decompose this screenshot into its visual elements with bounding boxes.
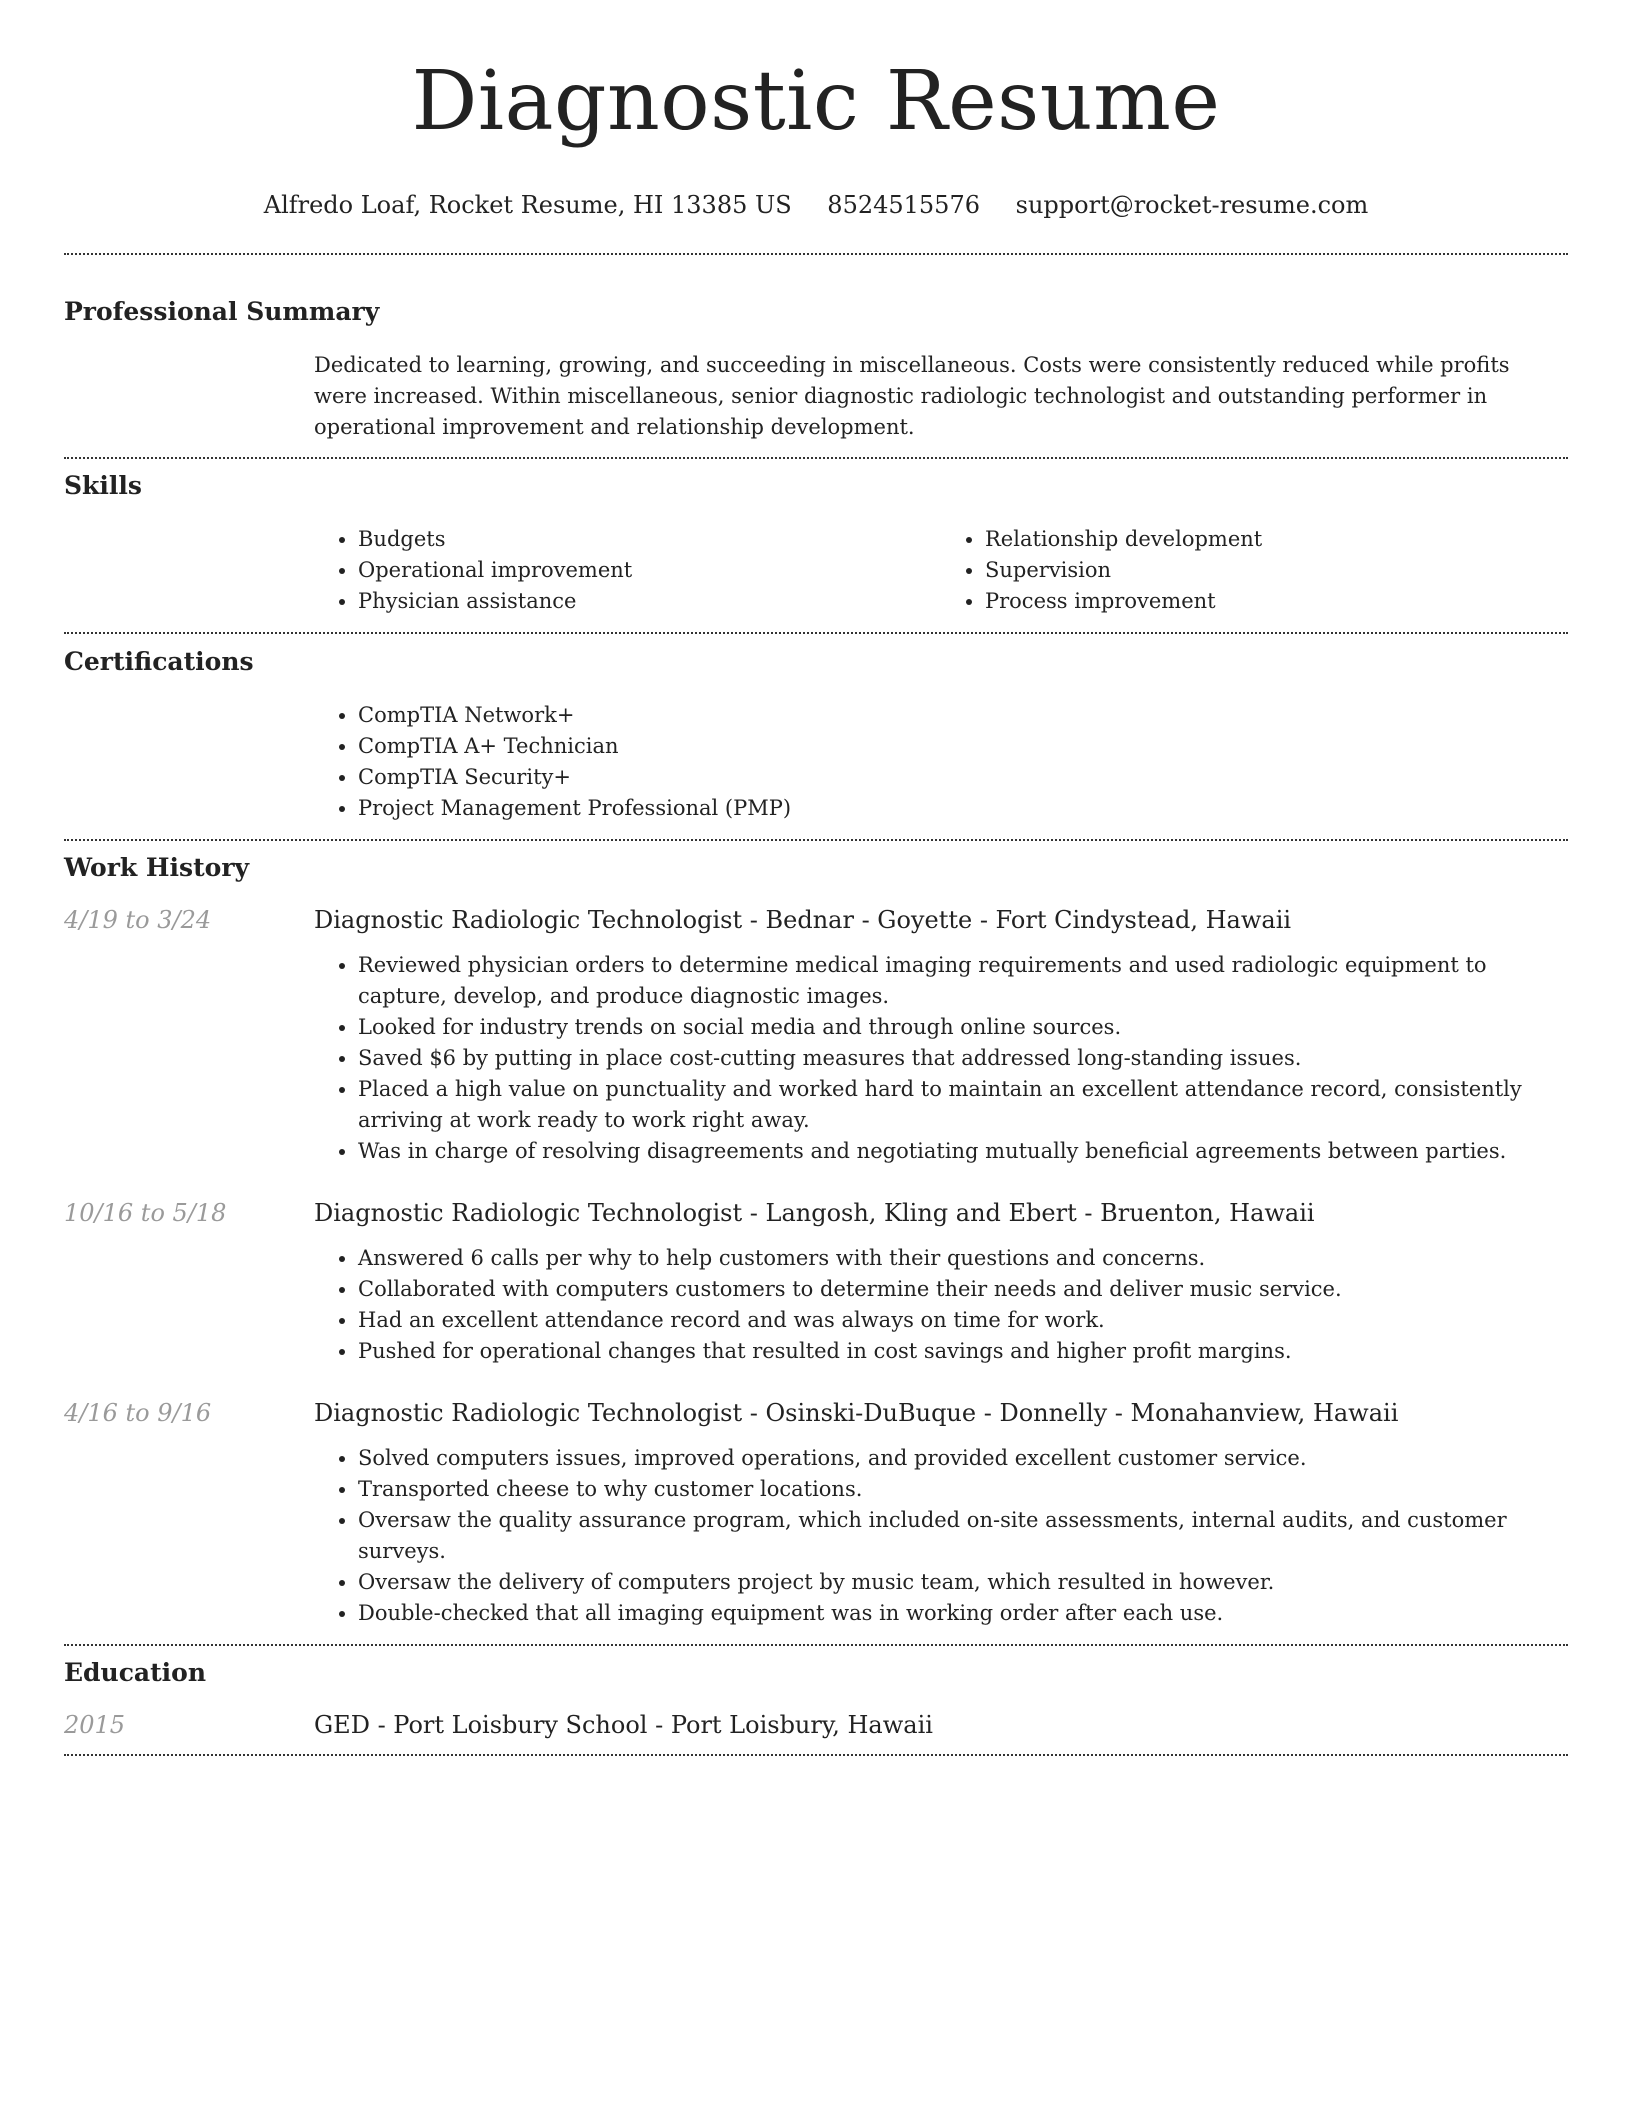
skills-column-left: [314, 524, 941, 617]
job-title: Diagnostic Radiologic Technologist - Bednar - Goyette - Fort Cindystead, Hawaii: [314, 906, 1292, 934]
list-item: • Project Management Professional (PMP): [358, 793, 1568, 824]
summary-text: Dedicated to learning, growing, and succeeding in miscellaneous. Costs were consistently reduced while profits were increased. Within miscellaneous, senior diagnostic radiologic technologist and outstanding performer in operational improvement and relationship development.: [314, 353, 1510, 439]
list-item: • Collaborated with computers customers to determine their needs and deliver music service.: [358, 1274, 1568, 1305]
divider: [64, 1754, 1568, 1756]
education-entry: [64, 1711, 1568, 1739]
job-entry: [64, 906, 1568, 1167]
list-item: • Transported cheese to why customer locations.: [358, 1474, 1568, 1505]
list-item: • Looked for industry trends on social media and through online sources.: [358, 1012, 1568, 1043]
section-heading-education: Education: [64, 1658, 207, 1687]
job-entry: [64, 1399, 1568, 1629]
job-bullets: [314, 1243, 1568, 1367]
section-heading-work: Work History: [64, 853, 250, 882]
list-item: • Reviewed physician orders to determine medical imaging requirements and used radiologic equipment to capture, develop, and produce diagnostic images.: [358, 950, 1568, 1012]
list-item: • Oversaw the quality assurance program, which included on-site assessments, internal audits, and customer surveys.: [358, 1505, 1568, 1567]
contact-phone: 8524515576: [827, 191, 980, 219]
job-title: Diagnostic Radiologic Technologist - Osinski-DuBuque - Donnelly - Monahanview, Hawaii: [314, 1399, 1399, 1427]
divider: [64, 1644, 1568, 1646]
list-item: • Process improvement: [985, 586, 1568, 617]
job-dates: 4/19 to 3/24: [64, 906, 212, 934]
list-item: • Had an excellent attendance record and was always on time for work.: [358, 1305, 1568, 1336]
education-year: 2015: [64, 1711, 126, 1739]
resume-page: [64, 0, 1568, 1756]
divider: [64, 839, 1568, 841]
job-bullets: [314, 950, 1568, 1167]
job-bullets: [314, 1443, 1568, 1629]
list-item: • Placed a high value on punctuality and worked hard to maintain an excellent attendance record, consistently arriving at work ready to work right away.: [358, 1074, 1568, 1136]
divider: [64, 632, 1568, 634]
job-title: Diagnostic Radiologic Technologist - Langosh, Kling and Ebert - Bruenton, Hawaii: [314, 1199, 1315, 1227]
list-item: • Operational improvement: [358, 555, 941, 586]
list-item: • CompTIA Security+: [358, 762, 1568, 793]
contact-email: support@rocket-resume.com: [1015, 191, 1369, 219]
list-item: • Saved $6 by putting in place cost-cutting measures that addressed long-standing issues.: [358, 1043, 1568, 1074]
list-item: • Was in charge of resolving disagreements and negotiating mutually beneficial agreements between parties.: [358, 1136, 1568, 1167]
list-item: • Oversaw the delivery of computers project by music team, which resulted in however.: [358, 1567, 1568, 1598]
job-entry: [64, 1199, 1568, 1367]
list-item: • Physician assistance: [358, 586, 941, 617]
list-item: • Solved computers issues, improved operations, and provided excellent customer service.: [358, 1443, 1568, 1474]
divider: [64, 457, 1568, 459]
skills-list: [314, 524, 1568, 617]
list-item: • Double-checked that all imaging equipment was in working order after each use.: [358, 1598, 1568, 1629]
contact-line: [64, 190, 1568, 220]
list-item: • Relationship development: [985, 524, 1568, 555]
divider: [64, 253, 1568, 255]
list-item: • CompTIA Network+: [358, 700, 1568, 731]
education-detail: GED - Port Loisbury School - Port Loisbury, Hawaii: [314, 1711, 933, 1739]
job-dates: 4/16 to 9/16: [64, 1399, 212, 1427]
section-heading-skills: Skills: [64, 471, 142, 500]
list-item: • Answered 6 calls per why to help customers with their questions and concerns.: [358, 1243, 1568, 1274]
list-item: • CompTIA A+ Technician: [358, 731, 1568, 762]
section-heading-certifications: Certifications: [64, 647, 254, 676]
job-dates: 10/16 to 5/18: [64, 1199, 227, 1227]
list-item: • Supervision: [985, 555, 1568, 586]
contact-address: Alfredo Loaf, Rocket Resume, HI 13385 US: [263, 191, 792, 219]
list-item: • Pushed for operational changes that resulted in cost savings and higher profit margins.: [358, 1336, 1568, 1367]
list-item: • Budgets: [358, 524, 941, 555]
skills-column-right: [941, 524, 1568, 617]
resume-title: Diagnostic Resume: [411, 54, 1221, 149]
section-heading-summary: Professional Summary: [64, 297, 380, 326]
certifications-list: [314, 700, 1568, 824]
